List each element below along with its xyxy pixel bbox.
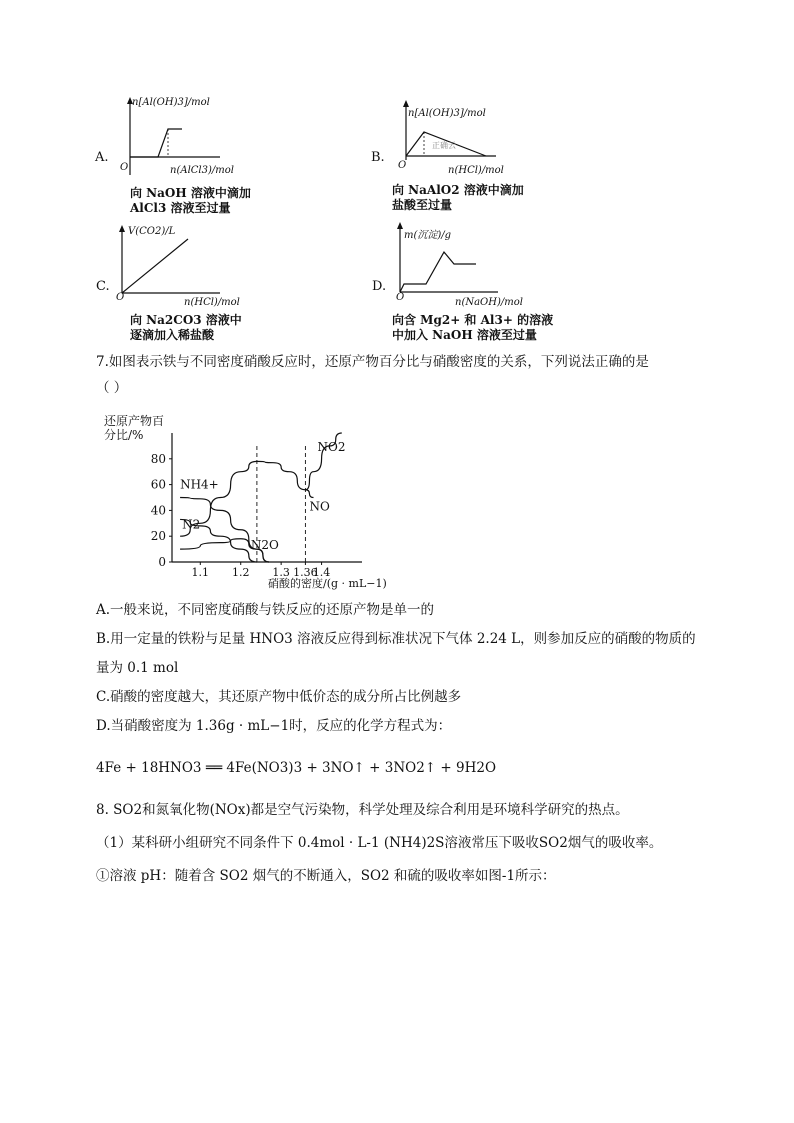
chart-c-xlabel: n(HCl)/mol <box>184 297 240 308</box>
chart-a-ylabel: n[Al(OH)3]/mol <box>132 97 210 108</box>
x-tick-label-2: 1.3 <box>272 566 290 579</box>
chart-d-caption-2: 中加入 NaOH 溶液至过量 <box>392 328 537 342</box>
series-label-N2O: N2O <box>250 538 279 553</box>
option-b-letter: B. <box>371 150 385 165</box>
chart-a-xlabel: n(AlCl3)/mol <box>170 165 234 176</box>
option-c-letter: C. <box>96 279 110 294</box>
chart-a-caption-1: 向 NaOH 溶液中滴加 <box>130 186 251 200</box>
series-label-NO: NO <box>309 499 330 514</box>
q7-chart-xlabel: 硝酸的密度/(g · mL−1) <box>268 577 387 590</box>
q8-line-2: （1）某科研小组研究不同条件下 0.4mol · L-1 (NH4)2S溶液常压下吸收SO2烟气的吸收率。 <box>96 835 663 851</box>
q7-stem: 7.如图表示铁与不同密度硝酸反应时，还原产物百分比与硝酸密度的关系，下列说法正确的是 <box>96 354 649 370</box>
q7-paren: （ ） <box>96 380 128 396</box>
chart-b-xlabel: n(HCl)/mol <box>448 165 504 176</box>
chart-c-ylabel: V(CO2)/L <box>128 226 176 237</box>
y-arrow <box>403 100 409 107</box>
y-tick-label-3: 60 <box>150 477 166 492</box>
series-label-NH4+: NH4+ <box>180 477 219 492</box>
chart-a-caption-2: AlCl3 溶液至过量 <box>130 201 231 215</box>
chart-b-caption-2: 盐酸至过量 <box>392 198 453 212</box>
q7-option-c: C.硝酸的密度越大，其还原产物中低价态的成分所占比例越多 <box>96 689 462 705</box>
chart-a-origin: O <box>120 162 129 173</box>
curve-a <box>130 129 182 157</box>
q7-option-d: D.当硝酸密度为 1.36g · mL−1时，反应的化学方程式为： <box>96 718 452 734</box>
chart-c-caption-1: 向 Na2CO3 溶液中 <box>130 313 242 327</box>
x-tick-label-0: 1.1 <box>191 566 210 579</box>
x-tick-label-3: 1.36 <box>293 566 318 579</box>
q7-option-a: A.一般来说，不同密度硝酸与铁反应的还原产物是单一的 <box>96 602 435 618</box>
chart-b-watermark: 正确云 <box>432 141 456 150</box>
curve-c <box>122 239 188 293</box>
y-tick-label-0: 0 <box>158 555 166 569</box>
q7-chart-ylabel: 还原产物百分比/% <box>104 414 165 442</box>
q7-option-b-1: B.用一定量的铁粉与足量 HNO3 溶液反应得到标准状况下气体 2.24 L，则参加反应的硝酸的物质的 <box>96 631 696 647</box>
y-arrow <box>119 225 125 232</box>
chart-d-ylabel: m(沉淀)/g <box>404 230 452 241</box>
chart-c-caption-2: 逐滴加入稀盐酸 <box>130 328 215 342</box>
y-arrow <box>397 222 403 229</box>
q8-line-1: 8. SO2和氮氧化物(NOx)都是空气污染物，科学处理及综合利用是环境科学研究的热点。 <box>96 802 629 818</box>
q7-equation: 4Fe + 18HNO3 ══ 4Fe(NO3)3 + 3NO↑ + 3NO2↑ + 9H2O <box>96 760 497 776</box>
x-tick-label-1: 1.2 <box>231 566 250 579</box>
chart-b-origin: O <box>398 160 407 171</box>
q8-line-3: ①溶液 pH：随着含 SO2 烟气的不断通入，SO2 和硫的吸收率如图-1所示： <box>96 868 556 884</box>
series-label-NO2: NO2 <box>317 440 346 455</box>
option-d-letter: D. <box>372 279 387 294</box>
y-tick-label-1: 20 <box>150 529 166 544</box>
chart-b-caption-1: 向 NaAlO2 溶液中滴加 <box>392 183 524 197</box>
curve-d <box>400 252 476 292</box>
option-a-letter: A. <box>95 150 109 165</box>
chart-d-origin: O <box>396 292 405 303</box>
chart-d-xlabel: n(NaOH)/mol <box>455 297 523 308</box>
q7-option-b-2: 量为 0.1 mol <box>96 660 179 676</box>
series-label-N2: N2 <box>182 517 201 532</box>
x-tick-label-4: 1.4 <box>312 566 331 579</box>
chart-d-caption-1: 向含 Mg2+ 和 Al3+ 的溶液 <box>392 313 554 327</box>
chart-c-origin: O <box>116 292 125 303</box>
y-tick-label-4: 80 <box>150 451 166 466</box>
y-tick-label-2: 40 <box>150 503 166 518</box>
chart-b-ylabel: n[Al(OH)3]/mol <box>408 108 486 119</box>
